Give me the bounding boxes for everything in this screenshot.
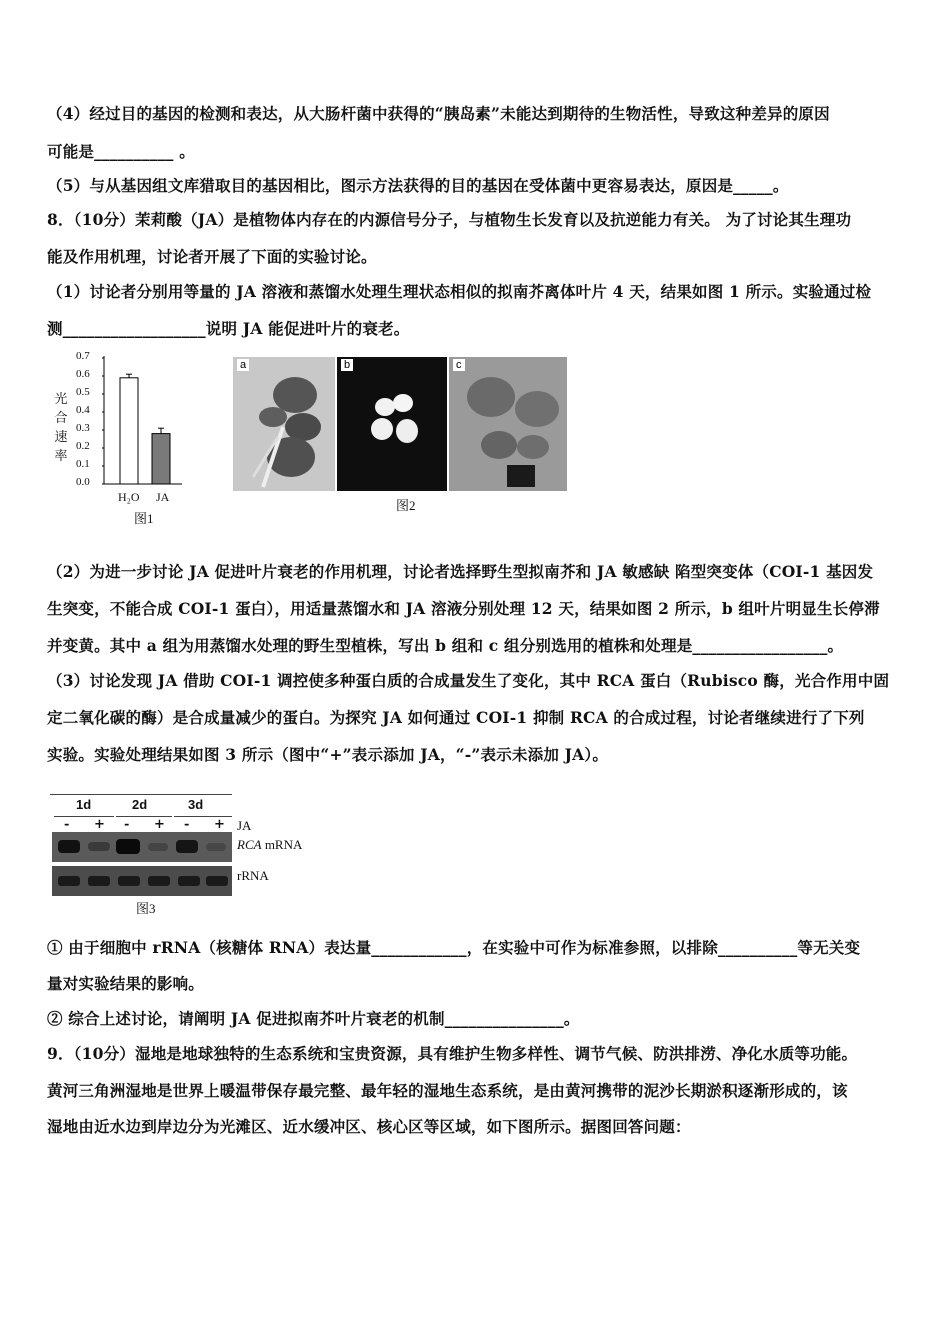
fig3-caption: 图3: [136, 901, 156, 916]
rrna-band: [206, 876, 228, 886]
fig1-ytick: 0.0: [76, 476, 90, 488]
fig2-label-a: a: [237, 359, 249, 371]
rrna-band: [118, 876, 140, 886]
x-label-ja: JA: [156, 490, 170, 504]
fig3-day-3d: 3d: [188, 797, 204, 812]
fig1-ylabel: 光 合 速 率: [54, 392, 68, 464]
q8-3-sub2-line: ② 综合上述讨论，请阐明 JA 促进拟南芥叶片衰老的机制_______________。: [47, 1009, 580, 1028]
q9-line1: 9．（10分）湿地是地球独特的生态系统和宝贵资源，具有维护生物多样性、调节气候、防洪排涝、净化水质等功能。: [47, 1044, 858, 1063]
x-label-h2o: H₂O: [118, 490, 140, 504]
q8-1-line1: （1）讨论者分别用等量的 JA 溶液和蒸馏水处理生理状态相似的拟南芥离体叶片 4 天，结果如图 1 所示。实验通过检: [47, 282, 872, 301]
rrna-band: [178, 876, 200, 886]
figure-1: [52, 350, 192, 530]
q8-3-line3: 实验。实验处理结果如图 3 所示（图中“+”表示添加 JA，“-”表示未添加 JA）。: [47, 745, 609, 764]
q8-3-line1: （3）讨论发现 JA 借助 COI-1 调控使多种蛋白质的合成量发生了变化，其中 RCA 蛋白（Rubisco 酶，光合作用中固: [47, 671, 890, 690]
fig1-ytick: 0.7: [76, 350, 90, 362]
fig3-sign: +: [94, 817, 105, 832]
fig1-ytick: 0.4: [76, 404, 90, 416]
fig2-panel-a: [233, 357, 335, 491]
fig3-sign: +: [154, 817, 165, 832]
fig1-ytick: 0.6: [76, 368, 90, 380]
rrna-band: [58, 876, 80, 886]
q9-line3: 湿地由近水边到岸边分为光滩区、近水缓冲区、核心区等区域，如下图所示。据图回答问题：: [47, 1117, 691, 1136]
plant-photo-b: [337, 357, 447, 491]
figure-2: [233, 357, 573, 517]
fig1-ytick: 0.3: [76, 422, 90, 434]
fig1-caption: 图1: [134, 511, 154, 526]
rca-band: [206, 843, 226, 851]
rrna-blot: [52, 866, 232, 896]
rca-band: [58, 840, 80, 853]
rrna-band: [148, 876, 170, 886]
fig2-panel-b: [337, 357, 447, 491]
q8-line1: 8．（10分）茉莉酸（JA）是植物体内存在的内源信号分子，与植物生长发育以及抗逆能力有关。 为了讨论其生理功: [47, 210, 852, 229]
fig2-panel-c: [449, 357, 567, 491]
fig3-label-rca: [237, 837, 302, 853]
rca-band: [176, 840, 198, 853]
fig3-day-rule-1: [54, 816, 114, 817]
q8-2-line1: （2）为进一步讨论 JA 促进叶片衰老的作用机理，讨论者选择野生型拟南芥和 JA 敏感缺 陷型突变体（COI-1 基因发: [47, 562, 874, 581]
fig3-sign: -: [184, 817, 190, 832]
rca-mrna-blot: [52, 832, 232, 862]
q8-2-line2: 生突变，不能合成 COI-1 蛋白），用适量蒸馏水和 JA 溶液分别处理 12 天，结果如图 2 所示，b 组叶片明显生长停滞: [47, 599, 880, 618]
fig3-day-1d: 1d: [76, 797, 92, 812]
q8-3-sub1-line2: 量对实验结果的影响。: [47, 974, 205, 993]
fig3-sign: -: [124, 817, 130, 832]
q8-2-line3: 并变黄。其中 a 组为用蒸馏水处理的野生型植株，写出 b 组和 c 组分别选用的植株和处理是_________________。: [47, 636, 844, 655]
plant-photo-a: [233, 357, 335, 491]
fig1-ytick: 0.5: [76, 386, 90, 398]
fig2-caption: 图2: [396, 498, 416, 513]
bar-ja: [152, 434, 170, 484]
fig3-label-rrna: rRNA: [237, 868, 269, 883]
fig2-label-c: c: [453, 359, 465, 371]
rca-gene-name: RCA: [237, 837, 262, 852]
fig3-label-ja: JA: [237, 818, 252, 833]
rca-band: [148, 843, 168, 851]
fig3-top-rule: [50, 794, 232, 795]
fig1-ytick: 0.2: [76, 440, 90, 452]
rca-band: [116, 839, 140, 854]
q8-3-line2: 定二氧化碳的酶）是合成量减少的蛋白。为探究 JA 如何通过 COI-1 抑制 RCA 的合成过程，讨论者继续进行了下列: [47, 708, 865, 727]
fig1-ytick: 0.1: [76, 458, 90, 470]
q5-line: （5）与从基因组文库猎取目的基因相比，图示方法获得的目的基因在受体菌中更容易表达，原因是_____。: [47, 176, 789, 195]
fig3-sign: -: [64, 817, 70, 832]
fig1-plot: [102, 350, 192, 500]
q4-line2: 可能是__________ 。: [47, 142, 195, 161]
fig3-sign: +: [214, 817, 225, 832]
q4-line1: （4）经过目的基因的检测和表达，从大肠杆菌中获得的“胰岛素”未能达到期待的生物活性，导致这种差异的原因: [47, 104, 830, 123]
q8-line2: 能及作用机理，讨论者开展了下面的实验讨论。: [47, 247, 377, 266]
rrna-band: [88, 876, 110, 886]
q9-line2: 黄河三角洲湿地是世界上暖温带保存最完整、最年轻的湿地生态系统，是由黄河携带的泥沙长期淤积逐渐形成的，该: [47, 1081, 848, 1100]
figure-3: [50, 786, 320, 916]
fig2-label-b: b: [341, 359, 353, 371]
plant-photo-c: [449, 357, 567, 491]
fig3-day-2d: 2d: [132, 797, 148, 812]
bar-h2o: [120, 378, 138, 484]
q8-3-sub1-line1: ① 由于细胞中 rRNA（核糖体 RNA）表达量____________，在实验中可作为标准参照，以排除__________等无关变: [47, 938, 861, 957]
q8-1-line2: 测__________________说明 JA 能促进叶片的衰老。: [47, 319, 410, 338]
rca-band: [88, 842, 110, 851]
rca-suffix: mRNA: [261, 837, 303, 852]
